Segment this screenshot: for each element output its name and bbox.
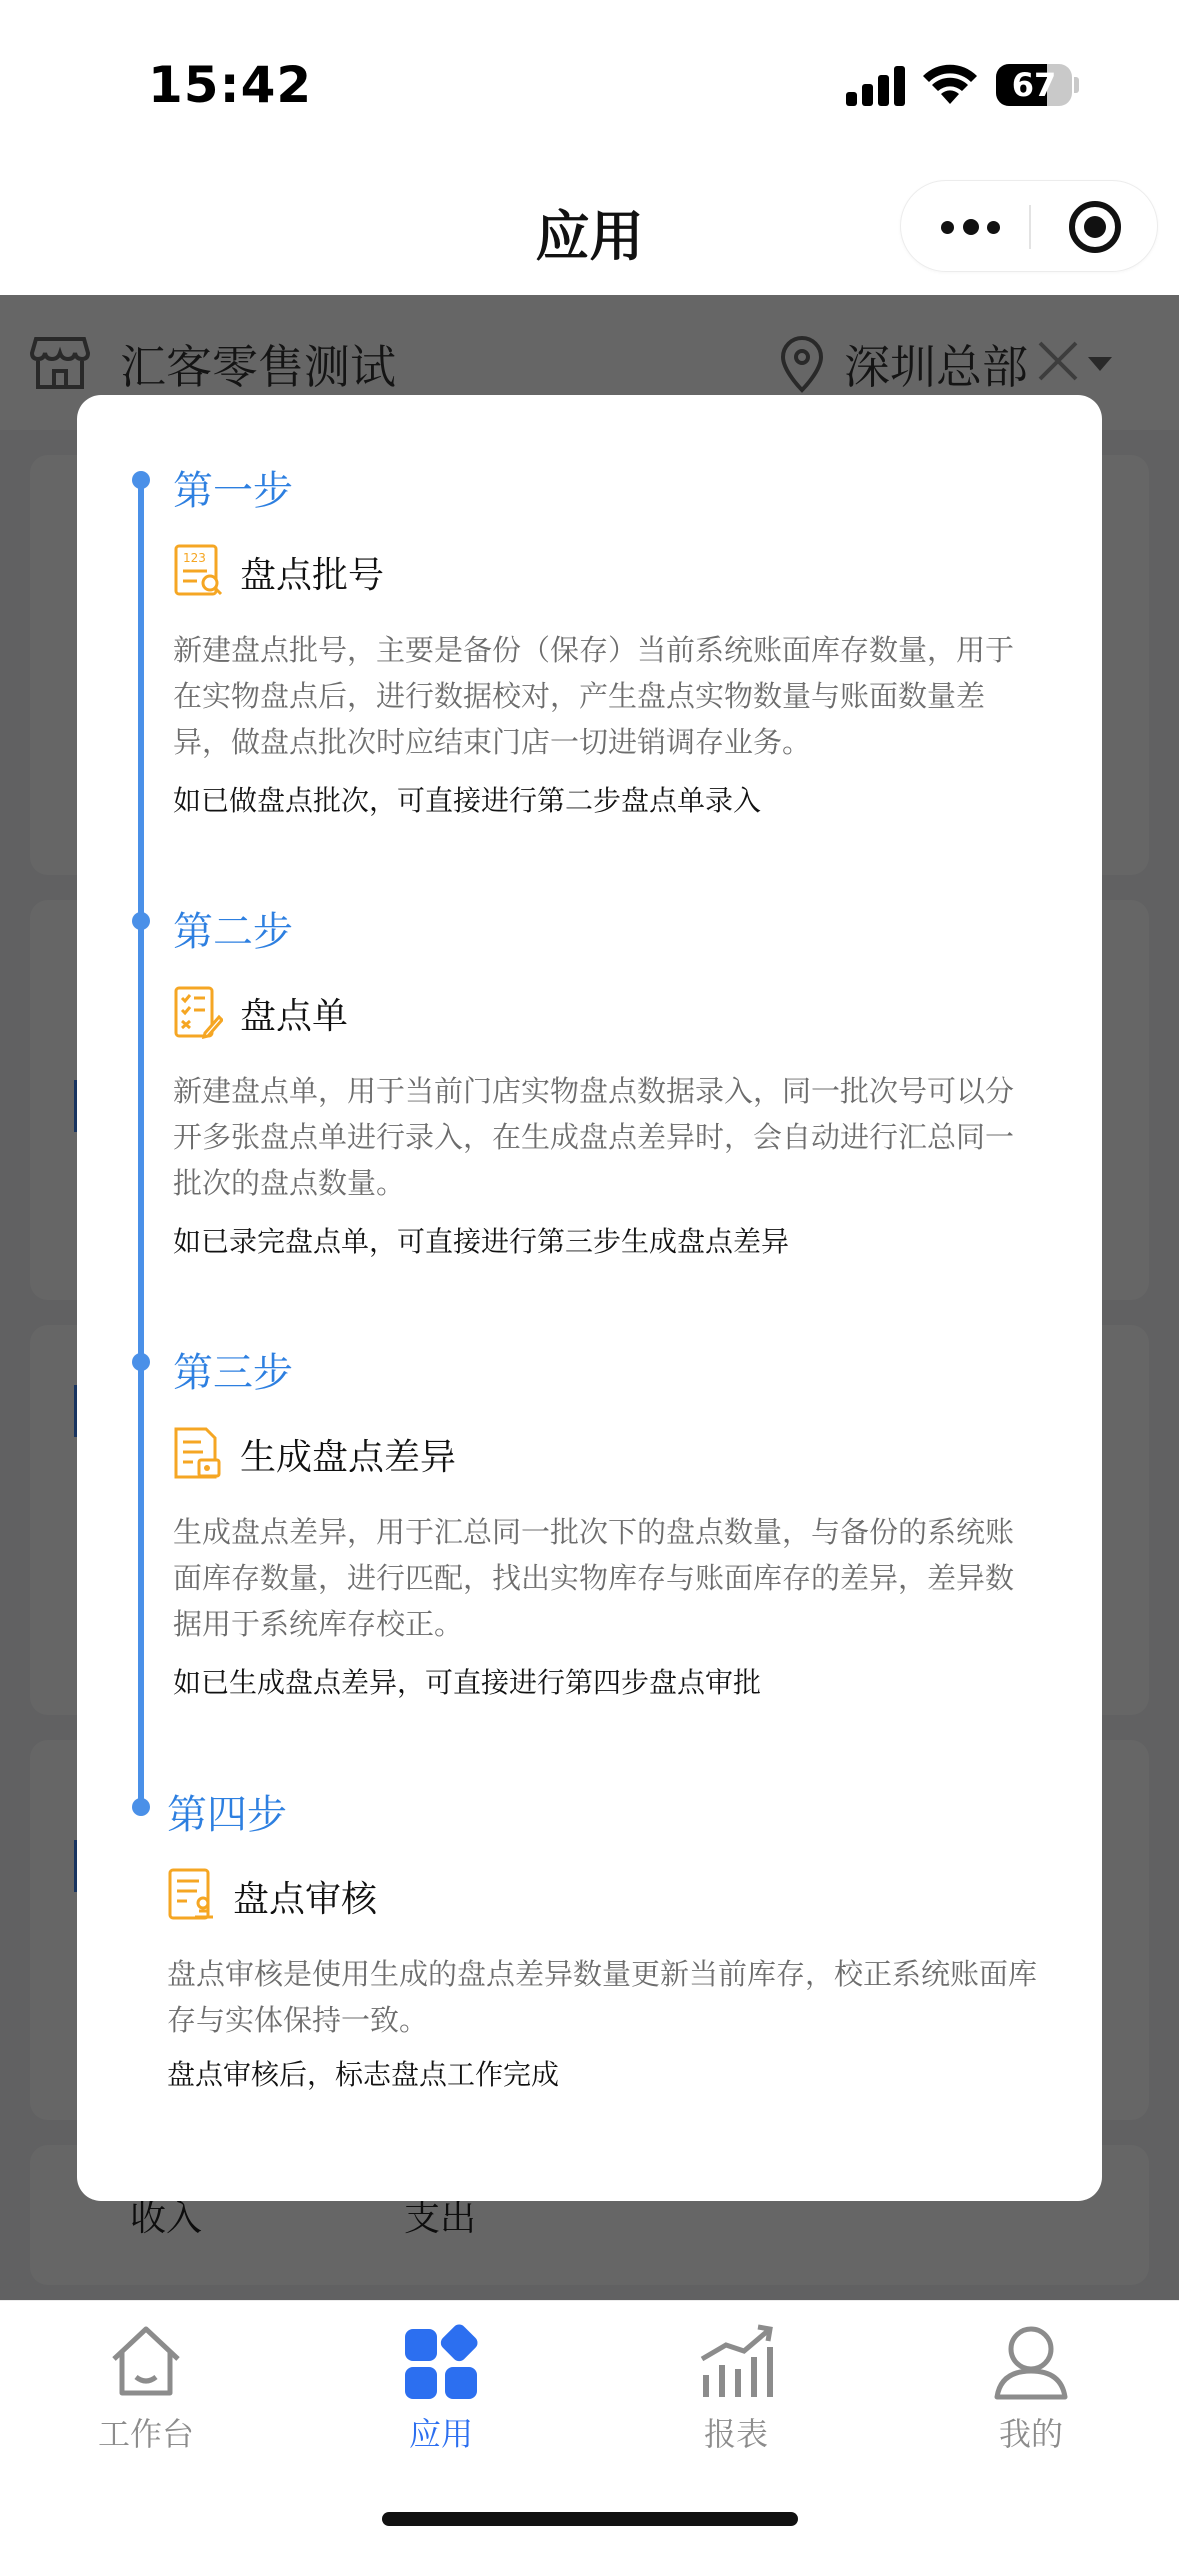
tab-profile[interactable] xyxy=(931,2321,1131,2471)
miniprogram-capsule xyxy=(900,180,1158,272)
step-description: 盘点审核是使用生成的盘点差异数量更新当前库存，校正系统账面库存与实体保持一致。 xyxy=(167,1957,1038,2037)
step-note: 如已录完盘点单，可直接进行第三步生成盘点差异 xyxy=(173,1225,790,1258)
step-name: 盘点审核 xyxy=(233,1879,378,1920)
step-title: 第一步 xyxy=(173,468,293,514)
step-title: 第三步 xyxy=(173,1350,293,1396)
document-search-icon xyxy=(173,1426,223,1480)
step-title: 第四步 xyxy=(167,1792,287,1838)
home-icon xyxy=(106,2321,186,2401)
page-title: 应用 xyxy=(535,205,644,268)
user-icon xyxy=(991,2321,1071,2401)
apps-icon xyxy=(401,2321,481,2401)
svg-text:123: 123 xyxy=(183,551,206,565)
nav-bar xyxy=(0,150,1179,295)
step-description: 生成盘点差异，用于汇总同一批次下的盘点数量，与备份的系统账面库存数量，进行匹配，找出实物库存与账面库存的差异，差异数据用于系统库存校正。 xyxy=(173,1515,1015,1641)
chart-icon xyxy=(696,2321,776,2401)
step-note: 如已做盘点批次，可直接进行第二步盘点单录入 xyxy=(173,784,762,817)
batch-number-icon xyxy=(173,543,223,597)
timeline-dot xyxy=(132,471,150,489)
tab-label: 应用 xyxy=(408,2415,473,2453)
home-indicator xyxy=(382,2512,798,2526)
timeline-dot xyxy=(132,912,150,930)
capsule-divider xyxy=(1029,205,1031,249)
timeline-dot xyxy=(132,1798,150,1816)
inventory-steps-modal xyxy=(77,395,1102,2201)
signal-icon xyxy=(846,66,906,106)
step-name: 盘点批号 xyxy=(240,555,385,596)
step-description: 新建盘点批号，主要是备份（保存）当前系统账面库存数量，用于在实物盘点后，进行数据校对，产生盘点实物数量与账面数量差异，做盘点批次时应结束门店一切进销调存业务。 xyxy=(173,633,1015,759)
battery-icon xyxy=(996,64,1080,106)
step-name: 盘点单 xyxy=(240,996,349,1037)
more-icon[interactable] xyxy=(937,181,1027,273)
step-note: 盘点审核后，标志盘点工作完成 xyxy=(167,2058,560,2091)
document-approve-icon xyxy=(167,1867,217,1921)
timeline-line xyxy=(138,485,144,1815)
step-name: 生成盘点差异 xyxy=(240,1437,457,1478)
wifi-icon xyxy=(922,60,978,106)
tab-label: 报表 xyxy=(703,2415,768,2453)
step-title: 第二步 xyxy=(173,909,293,955)
battery-level: 67 xyxy=(1011,66,1057,104)
tab-label: 工作台 xyxy=(97,2415,194,2453)
timeline-dot xyxy=(132,1353,150,1371)
tab-apps[interactable] xyxy=(341,2321,541,2471)
step-note: 如已生成盘点差异，可直接进行第四步盘点审批 xyxy=(173,1666,762,1699)
checklist-edit-icon xyxy=(173,985,223,1039)
tab-reports[interactable] xyxy=(636,2321,836,2471)
tab-workbench[interactable] xyxy=(46,2321,246,2471)
tab-label: 我的 xyxy=(998,2415,1063,2453)
step-description: 新建盘点单，用于当前门店实物盘点数据录入，同一批次号可以分开多张盘点单进行录入，在生成盘点差异时，会自动进行汇总同一批次的盘点数量。 xyxy=(173,1074,1015,1200)
close-miniprogram-icon[interactable] xyxy=(1069,201,1121,253)
status-bar xyxy=(0,0,1179,150)
status-time: 15:42 xyxy=(148,56,313,114)
